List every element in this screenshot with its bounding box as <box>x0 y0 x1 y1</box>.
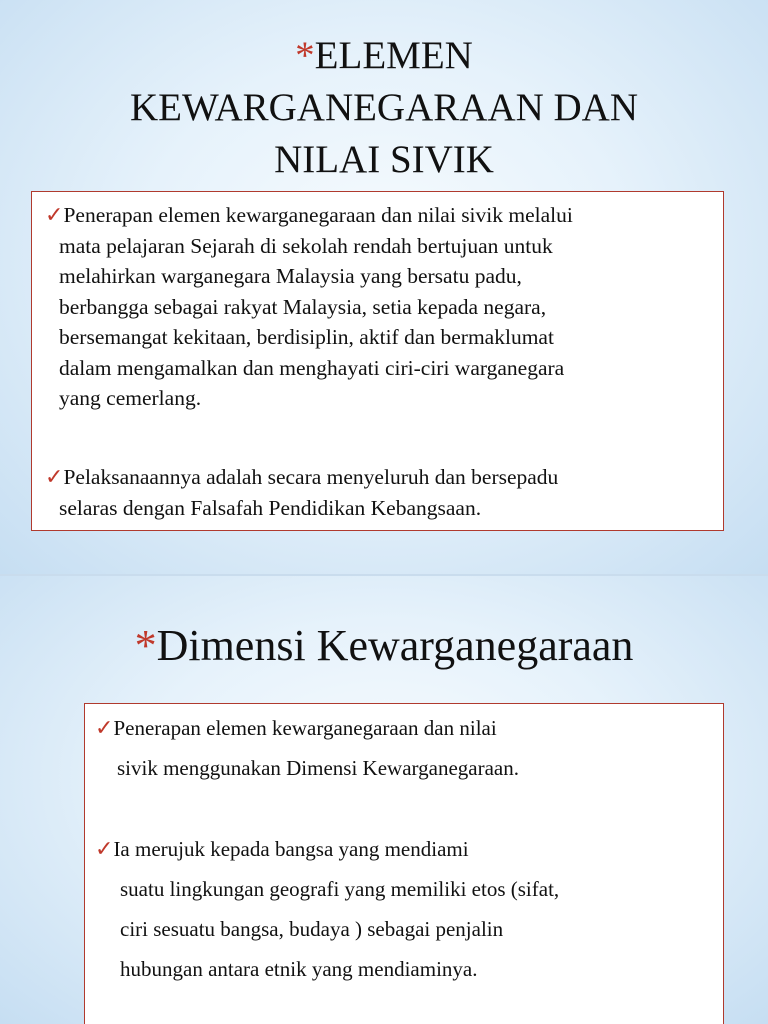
text-line: ciri sesuatu bangsa, budaya ) sebagai penjalin <box>120 917 504 941</box>
checkmark-icon: ✓ <box>95 715 114 740</box>
text-line: melahirkan warganegara Malaysia yang bersatu padu, <box>59 264 522 288</box>
bullet-paragraph-1 <box>95 708 715 788</box>
bullet-paragraph-2 <box>95 829 715 989</box>
text-line: Penerapan elemen kewarganegaraan dan nilai sivik melalui <box>63 203 573 227</box>
text-line: suatu lingkungan geografi yang memiliki etos (sifat, <box>120 877 560 901</box>
title-asterisk-icon: * <box>295 34 315 77</box>
text-line: hubungan antara etnik yang mendiaminya. <box>120 957 478 981</box>
checkmark-icon: ✓ <box>45 464 64 489</box>
text-line: Pelaksanaannya adalah secara menyeluruh dan bersepadu <box>63 465 559 489</box>
text-line: Penerapan elemen kewarganegaraan dan nilai <box>113 716 497 740</box>
checkmark-icon: ✓ <box>95 836 114 861</box>
text-line: bersemangat kekitaan, berdisiplin, aktif dan bermaklumat <box>59 325 554 349</box>
title-asterisk-icon: * <box>134 621 157 670</box>
text-line: selaras dengan Falsafah Pendidikan Kebangsaan. <box>59 495 482 520</box>
bullet-paragraph-2 <box>45 462 713 523</box>
text-line: mata pelajaran Sejarah di sekolah rendah bertujuan untuk <box>59 233 553 258</box>
slide-1-title <box>0 30 768 186</box>
content-box-2 <box>84 703 724 1024</box>
text-line: Ia merujuk kepada bangsa yang mendiami <box>113 837 469 861</box>
text-line: berbangga sebagai rakyat Malaysia, setia kepada negara, <box>59 294 547 319</box>
text-line: yang cemerlang. <box>59 386 202 410</box>
title-line-3: NILAI SIVIK <box>274 138 494 181</box>
checkmark-icon: ✓ <box>45 202 64 227</box>
text-line: sivik menggunakan Dimensi Kewarganegaraan. <box>117 756 519 780</box>
text-line: dalam mengamalkan dan menghayati ciri-ciri warganegara <box>59 355 565 380</box>
title-line-2: KEWARGANEGARAAN DAN <box>129 86 639 129</box>
slide-2-title <box>0 616 768 676</box>
bullet-paragraph-1 <box>45 200 713 414</box>
title-text: Dimensi Kewarganegaraan <box>156 621 634 670</box>
content-box-1 <box>31 191 724 531</box>
slide-2 <box>0 576 768 1024</box>
title-line-1: ELEMEN <box>314 34 473 77</box>
